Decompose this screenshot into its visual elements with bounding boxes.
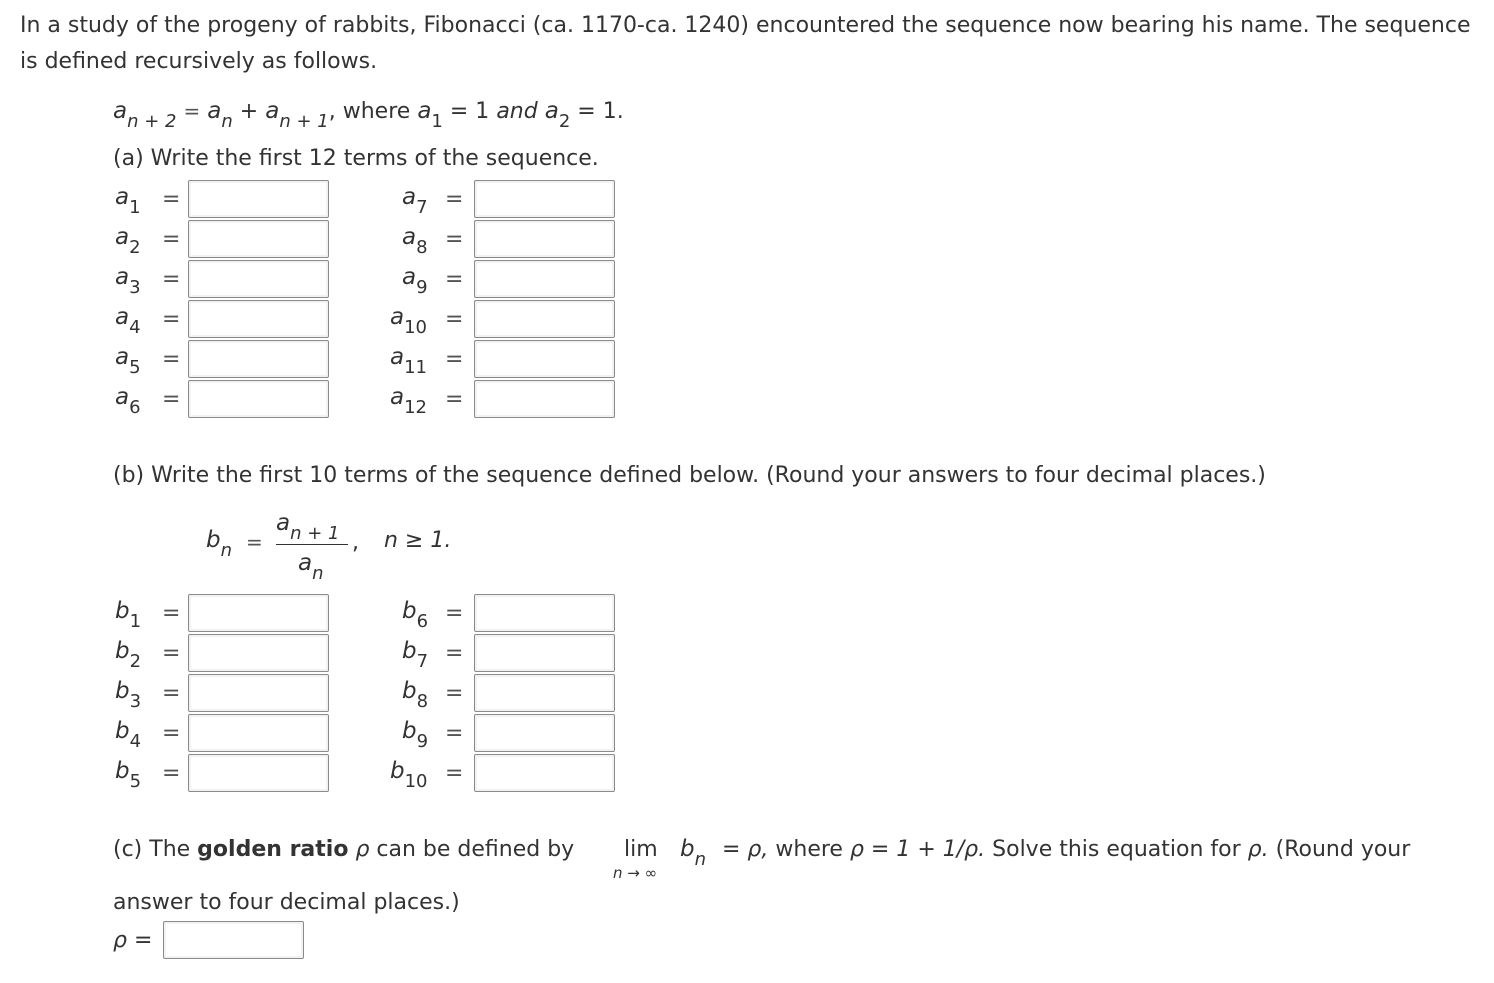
b-term-subscript: 8 bbox=[416, 691, 429, 712]
a-term-right-input-4[interactable] bbox=[474, 300, 615, 338]
limit-b-var: b bbox=[680, 836, 695, 862]
def-fraction-line bbox=[276, 544, 348, 545]
b-term-var: b bbox=[402, 598, 417, 624]
recurrence-plus: + bbox=[239, 99, 259, 124]
part-c-mid: can be defined by bbox=[376, 837, 575, 862]
limit-subscript: n → ∞ bbox=[613, 864, 658, 882]
a-term-var: a bbox=[115, 344, 130, 370]
a-term-equals-sign: = bbox=[445, 307, 464, 332]
b-term-equals-sign: = bbox=[162, 601, 181, 626]
a-term-var: a bbox=[390, 344, 405, 370]
a-term-left-label-6 bbox=[115, 384, 141, 418]
a-term-right-label-4 bbox=[390, 304, 428, 338]
b-term-subscript: 6 bbox=[416, 611, 429, 632]
recurrence-eq: = bbox=[183, 99, 201, 123]
a-term-var: a bbox=[115, 184, 130, 210]
a-term-subscript: 9 bbox=[416, 277, 428, 298]
a-term-left-label-4 bbox=[115, 304, 141, 338]
a-term-var: a bbox=[402, 264, 417, 290]
part-c-where: where bbox=[775, 837, 843, 862]
recurrence-lhs-sub: n + 2 bbox=[127, 111, 177, 132]
def-den-sub: n bbox=[312, 563, 324, 584]
b-term-subscript: 2 bbox=[129, 651, 142, 672]
a-term-right-input-1[interactable] bbox=[474, 180, 615, 218]
b-term-subscript: 9 bbox=[416, 731, 429, 752]
a-term-right-label-5 bbox=[390, 344, 428, 378]
b-term-var: b bbox=[115, 598, 130, 624]
a-term-left-input-3[interactable] bbox=[188, 260, 329, 298]
part-c-solve-rho: ρ. bbox=[1247, 837, 1269, 862]
b-term-subscript: 5 bbox=[129, 771, 142, 792]
a-term-subscript: 7 bbox=[416, 197, 428, 218]
a-term-subscript: 11 bbox=[404, 357, 428, 378]
b-term-left-label-3 bbox=[115, 678, 142, 712]
recurrence-where: where bbox=[342, 99, 411, 124]
recurrence-formula bbox=[113, 98, 624, 132]
recurrence-comma: , bbox=[328, 99, 336, 124]
a-term-right-label-1 bbox=[402, 184, 428, 218]
recurrence-c1-sub: 1 bbox=[431, 111, 443, 132]
a-term-left-input-5[interactable] bbox=[188, 340, 329, 378]
rho-answer-label: ρ = bbox=[113, 928, 153, 953]
a-term-equals-sign: = bbox=[162, 307, 181, 332]
a-term-left-input-2[interactable] bbox=[188, 220, 329, 258]
a-term-left-input-1[interactable] bbox=[188, 180, 329, 218]
recurrence-c2-var: a bbox=[544, 98, 559, 124]
recurrence-t1-var: a bbox=[207, 98, 222, 124]
b-term-left-label-1 bbox=[115, 598, 142, 632]
def-den-var: a bbox=[298, 550, 313, 576]
a-term-left-label-3 bbox=[115, 264, 141, 298]
def-condition bbox=[384, 528, 451, 553]
rho-symbol: ρ bbox=[355, 837, 370, 862]
a-term-right-input-6[interactable] bbox=[474, 380, 615, 418]
part-c-line1-rest bbox=[722, 837, 1410, 862]
def-num-var: a bbox=[276, 510, 291, 536]
a-term-var: a bbox=[402, 224, 417, 250]
b-term-equals-sign: = bbox=[445, 721, 464, 746]
part-c-line1 bbox=[113, 837, 574, 862]
b-term-left-input-2[interactable] bbox=[188, 634, 329, 672]
recurrence-and: and bbox=[496, 99, 538, 124]
a-term-subscript: 5 bbox=[129, 357, 141, 378]
recurrence-c2-rest: = 1. bbox=[577, 99, 624, 124]
a-term-right-input-3[interactable] bbox=[474, 260, 615, 298]
recurrence-t2-var: a bbox=[265, 98, 280, 124]
b-term-subscript: 3 bbox=[129, 691, 142, 712]
b-term-right-label-3 bbox=[402, 678, 429, 712]
a-term-var: a bbox=[402, 184, 417, 210]
a-term-left-label-5 bbox=[115, 344, 141, 378]
a-term-subscript: 2 bbox=[129, 237, 141, 258]
part-c-eq-rho: = ρ, bbox=[722, 837, 769, 862]
recurrence-c2-sub: 2 bbox=[558, 111, 571, 132]
b-term-left-input-1[interactable] bbox=[188, 594, 329, 632]
a-term-var: a bbox=[115, 224, 130, 250]
b-term-equals-sign: = bbox=[162, 681, 181, 706]
a-term-equals-sign: = bbox=[162, 387, 181, 412]
a-term-var: a bbox=[115, 264, 130, 290]
b-term-left-input-4[interactable] bbox=[188, 714, 329, 752]
a-term-var: a bbox=[115, 304, 130, 330]
def-condition-text: n ≥ 1. bbox=[384, 528, 452, 553]
recurrence-lhs-var: a bbox=[113, 98, 128, 124]
a-term-right-input-5[interactable] bbox=[474, 340, 615, 378]
b-term-equals-sign: = bbox=[162, 761, 181, 786]
a-term-equals-sign: = bbox=[445, 347, 464, 372]
a-term-subscript: 3 bbox=[129, 277, 141, 298]
b-term-right-input-3[interactable] bbox=[474, 674, 615, 712]
a-term-equals-sign: = bbox=[445, 267, 464, 292]
a-term-subscript: 4 bbox=[129, 317, 141, 338]
b-term-subscript: 1 bbox=[129, 611, 142, 632]
a-term-subscript: 12 bbox=[404, 397, 428, 418]
a-term-left-input-6[interactable] bbox=[188, 380, 329, 418]
a-term-var: a bbox=[390, 304, 405, 330]
b-term-subscript: 4 bbox=[129, 731, 142, 752]
b-term-equals-sign: = bbox=[445, 681, 464, 706]
recurrence-t2-sub: n + 1 bbox=[279, 111, 329, 132]
b-term-right-input-5[interactable] bbox=[474, 754, 615, 792]
b-term-var: b bbox=[115, 678, 130, 704]
a-term-var: a bbox=[115, 384, 130, 410]
b-term-left-label-2 bbox=[115, 638, 142, 672]
b-term-right-input-1[interactable] bbox=[474, 594, 615, 632]
b-term-left-input-3[interactable] bbox=[188, 674, 329, 712]
part-c-solve: Solve this equation for bbox=[992, 837, 1241, 862]
b-term-var: b bbox=[115, 758, 130, 784]
def-num-sub: n + 1 bbox=[290, 523, 340, 544]
a-term-right-label-6 bbox=[390, 384, 428, 418]
part-c-line2: answer to four decimal places.) bbox=[113, 890, 460, 915]
a-term-equals-sign: = bbox=[162, 227, 181, 252]
b-term-equals-sign: = bbox=[162, 721, 181, 746]
def-comma: , bbox=[352, 530, 359, 555]
a-term-subscript: 1 bbox=[129, 197, 141, 218]
b-term-equals-sign: = bbox=[445, 761, 464, 786]
b-term-subscript: 7 bbox=[416, 651, 429, 672]
b-term-var: b bbox=[402, 718, 417, 744]
part-c-round1: (Round your bbox=[1275, 837, 1411, 862]
limit-b-sub: n bbox=[694, 849, 707, 870]
b-term-left-input-5[interactable] bbox=[188, 754, 329, 792]
b-term-right-label-4 bbox=[402, 718, 429, 752]
def-lhs-sub: n bbox=[220, 540, 233, 561]
golden-ratio-term: golden ratio bbox=[197, 837, 349, 862]
a-term-right-input-2[interactable] bbox=[474, 220, 615, 258]
intro-text: In a study of the progeny of rabbits, Fibonacci (ca. 1170-ca. 1240) encountered the sequence now bearing his name. The sequence is defined recursively as follows. bbox=[20, 13, 1471, 74]
part-c-equation: ρ = 1 + 1/ρ. bbox=[849, 837, 986, 862]
b-term-var: b bbox=[115, 718, 130, 744]
a-term-right-label-2 bbox=[402, 224, 428, 258]
b-term-equals-sign: = bbox=[162, 641, 181, 666]
a-term-subscript: 10 bbox=[404, 317, 428, 338]
rho-answer-input[interactable] bbox=[163, 921, 304, 959]
a-term-equals-sign: = bbox=[162, 187, 181, 212]
b-term-left-label-5 bbox=[115, 758, 142, 792]
recurrence-c1-var: a bbox=[417, 98, 432, 124]
a-term-equals-sign: = bbox=[162, 347, 181, 372]
a-term-left-label-1 bbox=[115, 184, 141, 218]
b-term-equals-sign: = bbox=[445, 601, 464, 626]
a-term-var: a bbox=[390, 384, 405, 410]
b-term-subscript: 10 bbox=[404, 771, 428, 792]
part-c-pre: (c) The bbox=[113, 837, 191, 862]
a-term-subscript: 6 bbox=[129, 397, 141, 418]
def-lhs-var: b bbox=[206, 527, 221, 553]
recurrence-t1-sub: n bbox=[221, 111, 233, 132]
a-term-subscript: 8 bbox=[416, 237, 428, 258]
limit-operator: lim bbox=[624, 837, 658, 862]
b-term-right-input-4[interactable] bbox=[474, 714, 615, 752]
b-term-var: b bbox=[402, 638, 417, 664]
b-term-right-label-1 bbox=[402, 598, 429, 632]
part-b-prompt: (b) Write the first 10 terms of the sequence defined below. (Round your answers to four decimal places.) bbox=[113, 463, 1266, 488]
part-a-prompt: (a) Write the first 12 terms of the sequence. bbox=[113, 146, 599, 171]
b-term-right-input-2[interactable] bbox=[474, 634, 615, 672]
a-term-equals-sign: = bbox=[162, 267, 181, 292]
def-eq: = bbox=[246, 530, 263, 554]
a-term-left-label-2 bbox=[115, 224, 141, 258]
b-term-right-label-5 bbox=[390, 758, 428, 792]
a-term-equals-sign: = bbox=[445, 387, 464, 412]
b-term-var: b bbox=[390, 758, 405, 784]
a-term-equals-sign: = bbox=[445, 187, 464, 212]
b-term-left-label-4 bbox=[115, 718, 142, 752]
b-term-equals-sign: = bbox=[445, 641, 464, 666]
b-term-var: b bbox=[402, 678, 417, 704]
recurrence-c1-rest: = 1 bbox=[449, 99, 490, 124]
a-term-equals-sign: = bbox=[445, 227, 464, 252]
b-term-right-label-2 bbox=[402, 638, 429, 672]
a-term-right-label-3 bbox=[402, 264, 428, 298]
b-term-var: b bbox=[115, 638, 130, 664]
a-term-left-input-4[interactable] bbox=[188, 300, 329, 338]
